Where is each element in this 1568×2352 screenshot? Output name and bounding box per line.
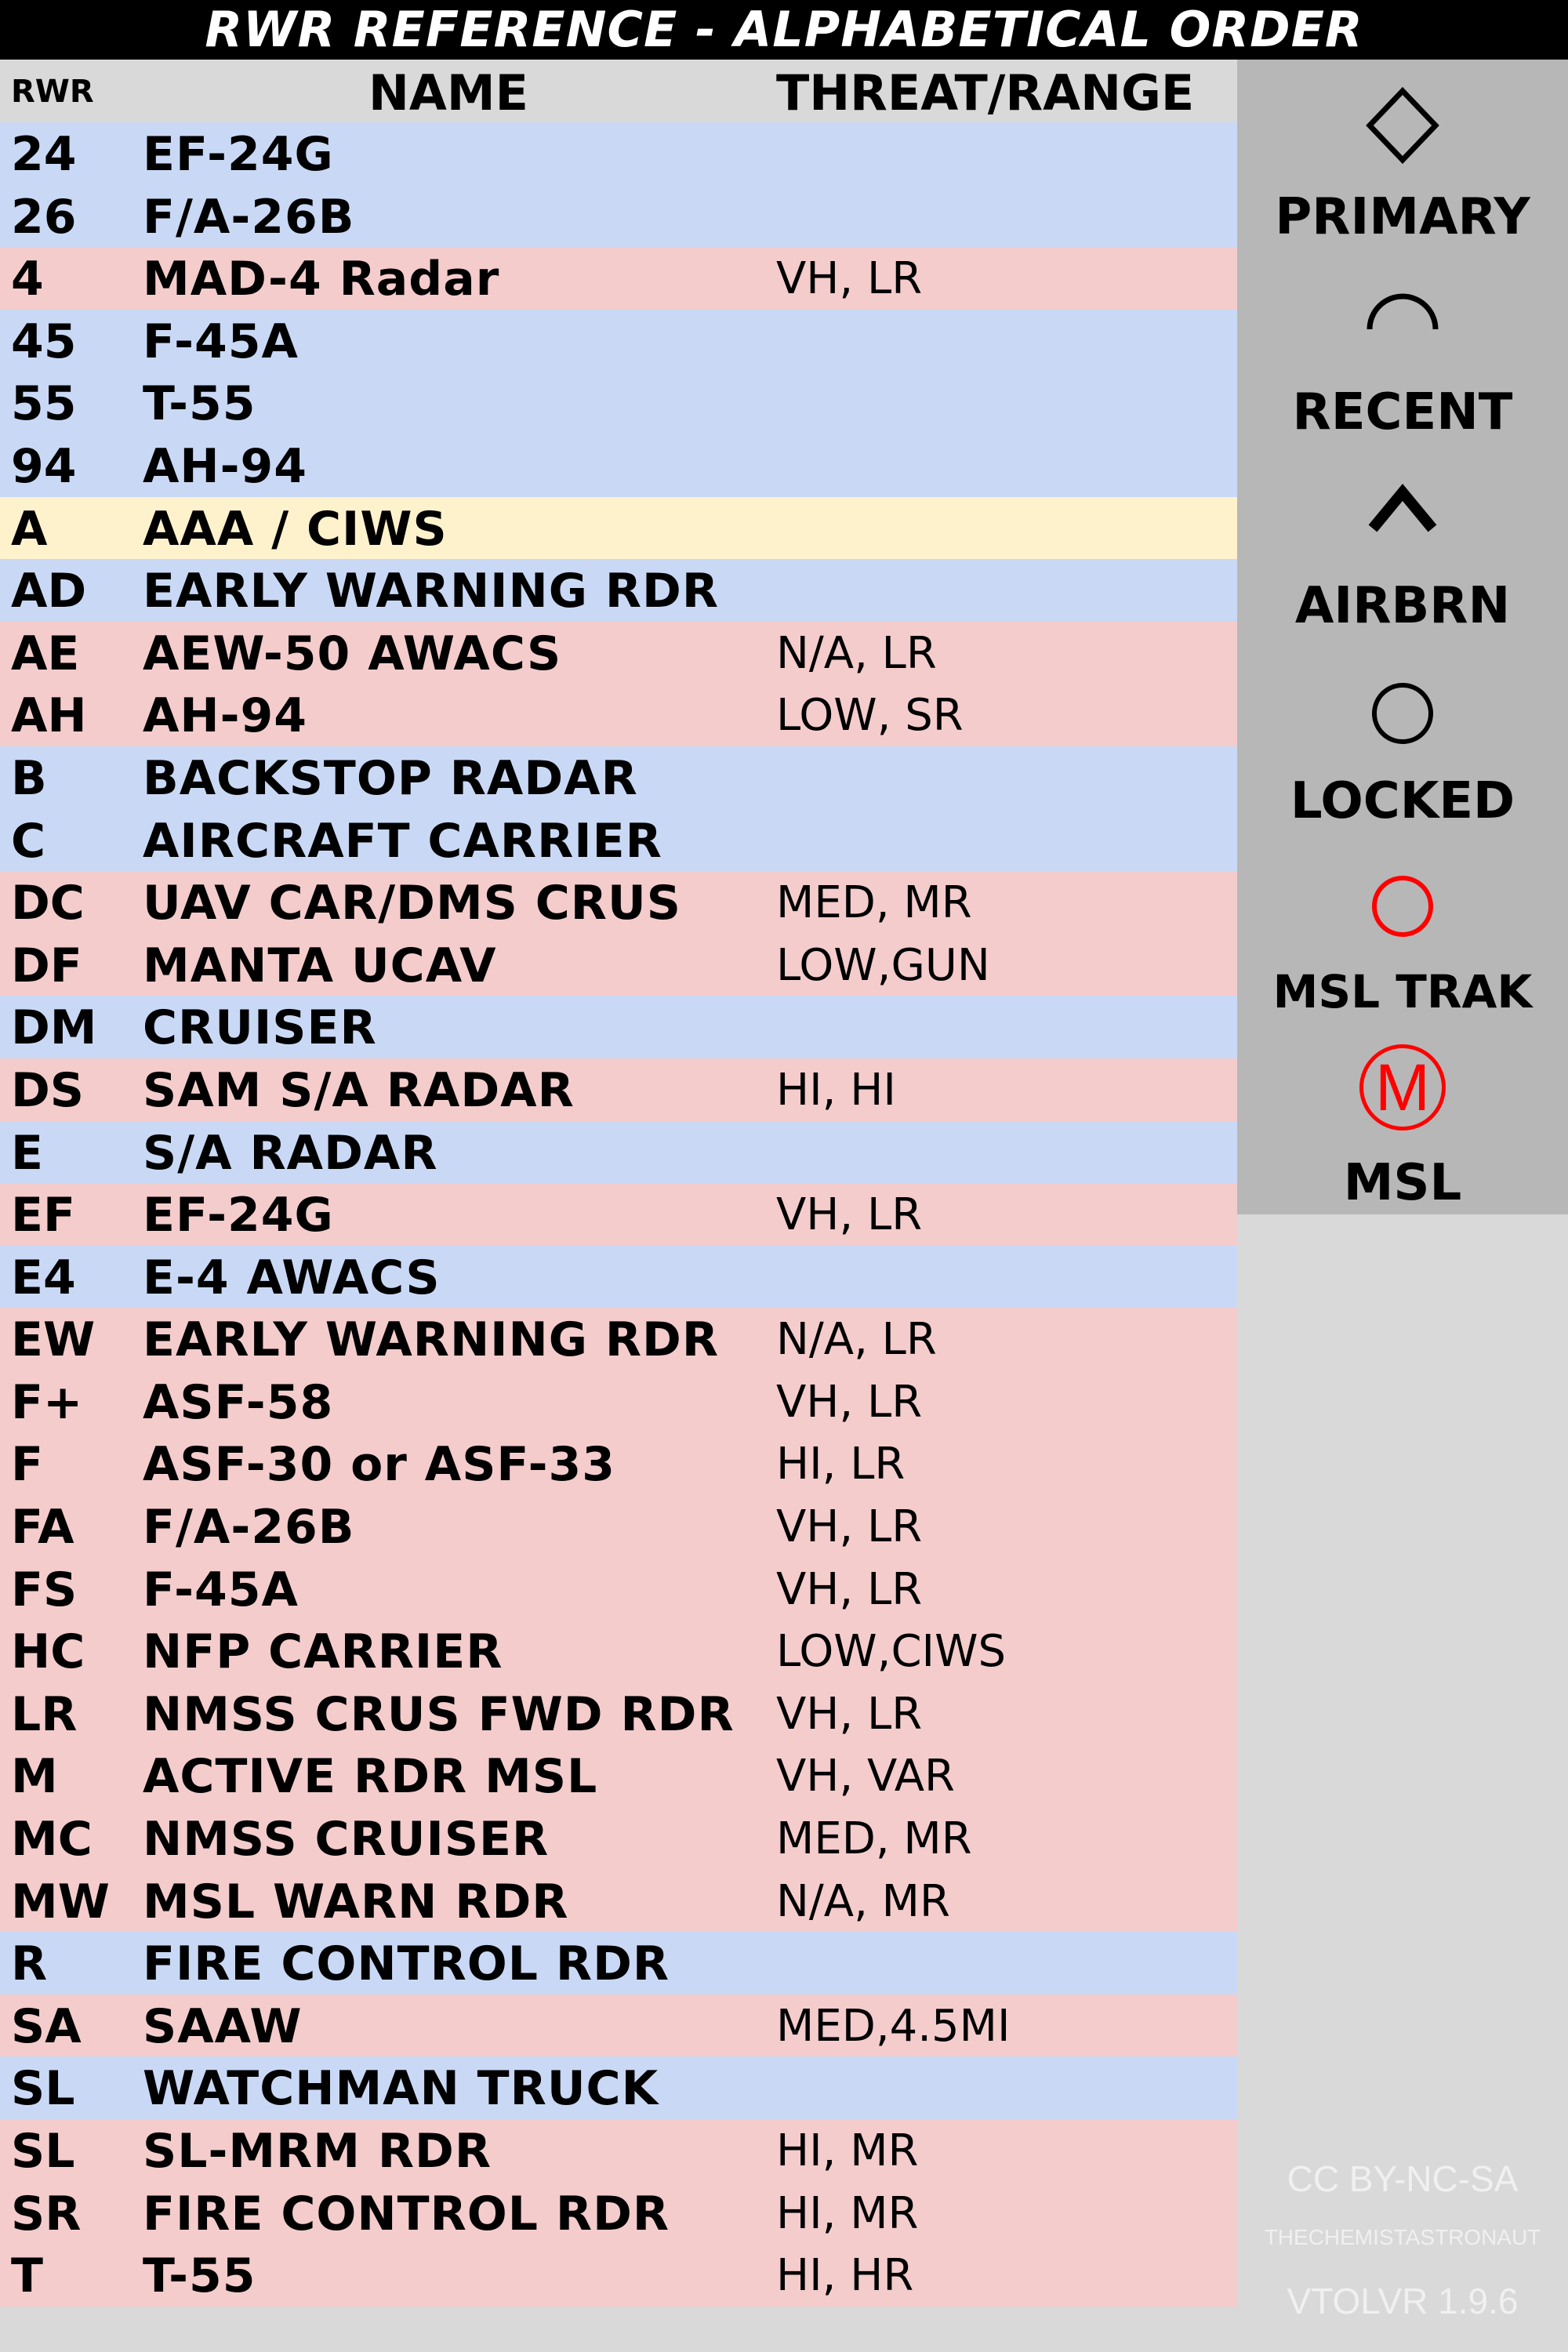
rwr-code: FS [11,1562,78,1617]
table-row [0,809,1237,872]
page-title: RWR REFERENCE - ALPHABETICAL ORDER [0,0,1568,60]
threat-name: F-45A [143,1562,299,1617]
threat-name: MANTA UCAV [143,938,497,993]
rwr-code: SL [11,2124,75,2179]
table-row [0,1994,1237,2057]
table-row [0,1807,1237,1870]
threat-range: VH, LR [776,1688,923,1740]
rwr-code: SR [11,2186,82,2241]
threat-name: SAAW [143,1998,303,2054]
table-row [0,2182,1237,2245]
threat-range: N/A, LR [776,1314,937,1366]
rwr-code: SL [11,2061,75,2117]
table-row [0,1682,1237,1745]
threat-range: VH, LR [776,1501,923,1553]
table-row [0,1495,1237,1558]
rwr-code: C [11,813,46,869]
rwr-code: F [11,1437,43,1493]
table-row [0,1246,1237,1308]
threat-name: FIRE CONTROL RDR [143,1936,670,1992]
rwr-code: EF [11,1188,75,1243]
table-row [0,372,1237,434]
arc-icon [1363,274,1442,353]
table-row [0,1558,1237,1621]
threat-range: LOW, SR [776,690,964,742]
threat-name: E-4 AWACS [143,1250,441,1305]
threat-range: VH, LR [776,1563,923,1615]
threat-range: N/A, LR [776,627,937,679]
rwr-code: B [11,750,47,806]
rwr-code: F+ [11,1374,83,1430]
threat-name: BACKSTOP RADAR [143,750,638,806]
rwr-code: MW [11,1874,110,1929]
table-header [0,60,1237,122]
threat-name: NMSS CRUS FWD RDR [143,1686,735,1742]
rwr-code: E4 [11,1250,76,1305]
threat-range: VH, VAR [776,1751,955,1802]
legend-airbrn: AIRBRN [1294,577,1511,635]
rwr-code: AE [11,626,80,681]
threat-name: EARLY WARNING RDR [143,1312,720,1368]
table-row [0,684,1237,746]
rwr-code: FA [11,1500,74,1555]
table-row [0,1308,1237,1370]
table-row [0,746,1237,809]
threat-name: AH-94 [143,688,308,744]
table-row [0,622,1237,684]
threat-range: MED, MR [776,1813,972,1865]
threat-name: MSL WARN RDR [143,1874,569,1929]
legend-msl: MSL [1343,1154,1462,1212]
threat-range: N/A, MR [776,1875,950,1927]
header-name: NAME [368,64,528,122]
threat-name: EF-24G [143,1188,334,1243]
header-threat: THREAT/RANGE [776,64,1195,122]
threat-name: NMSS CRUISER [143,1812,550,1867]
threat-range: VH, LR [776,1376,923,1428]
threat-name: AH-94 [143,438,308,494]
rwr-code: 55 [11,376,77,432]
threat-name: ASF-30 or ASF-33 [143,1437,615,1493]
rwr-code: 94 [11,438,77,494]
threat-name: F-45A [143,314,299,369]
threat-range: LOW,GUN [776,939,990,991]
threat-name: F/A-26B [143,189,355,245]
threat-name: FIRE CONTROL RDR [143,2186,670,2241]
threat-name: S/A RADAR [143,1125,438,1181]
missile-icon: M [1359,1044,1446,1131]
threat-name: ASF-58 [143,1374,334,1430]
threat-name: EF-24G [143,127,334,182]
table-row [0,871,1237,934]
threat-name: AAA / CIWS [143,501,448,557]
threat-range: MED, MR [776,877,972,929]
table-row [0,1121,1237,1184]
threat-range: HI, HI [776,1064,896,1116]
rwr-code: R [11,1936,48,1992]
threat-range: MED,4.5MI [776,2000,1011,2052]
table-row [0,1432,1237,1495]
rwr-code: 26 [11,189,77,245]
table-row [0,1183,1237,1246]
rwr-code: HC [11,1624,85,1680]
table-row [0,434,1237,497]
table-row [0,247,1237,310]
threat-name: ACTIVE RDR MSL [143,1749,598,1805]
diamond-icon [1363,86,1442,165]
table-row [0,1870,1237,1933]
legend-recent: RECENT [1292,383,1513,441]
threat-name: WATCHMAN TRUCK [143,2061,659,2117]
threat-name: UAV CAR/DMS CRUS [143,876,681,931]
version-text: VTOLVR 1.9.6 [1287,2281,1519,2321]
table-row [0,2056,1237,2119]
rwr-code: DC [11,876,85,931]
license-text: CC BY-NC-SA [1287,2158,1519,2199]
threat-name: SAM S/A RADAR [143,1062,575,1118]
rwr-code: AH [11,688,87,744]
threat-name: AIRCRAFT CARRIER [143,813,662,869]
legend-panel [1237,60,1568,1214]
rwr-code: E [11,1125,43,1181]
threat-range: VH, LR [776,253,923,305]
circle-icon [1363,674,1442,753]
table-row [0,559,1237,622]
header-rwr: RWR [11,74,94,110]
table-row [0,2244,1237,2307]
threat-range: VH, LR [776,1189,923,1241]
rwr-code: DF [11,938,82,993]
table-row [0,310,1237,372]
table-row [0,122,1237,185]
rwr-code: EW [11,1312,96,1368]
rwr-table [0,60,1237,2307]
table-row [0,1058,1237,1121]
threat-name: CRUISER [143,1000,377,1056]
legend-locked: LOCKED [1290,772,1515,830]
rwr-code: A [11,501,48,557]
threat-name: NFP CARRIER [143,1624,503,1680]
table-row [0,1620,1237,1682]
table-body [0,122,1237,2307]
threat-name: MAD-4 Radar [143,252,500,307]
rwr-code: DS [11,1062,85,1118]
rwr-code: 24 [11,127,77,182]
threat-name: SL-MRM RDR [143,2124,492,2179]
table-row [0,185,1237,248]
table-row [0,934,1237,996]
table-row [0,497,1237,560]
legend-msl-trak: MSL TRAK [1272,965,1533,1018]
rwr-code: T [11,2249,43,2304]
caret-icon [1363,467,1442,546]
rwr-code: SA [11,1998,82,2054]
rwr-code: DM [11,1000,97,1056]
threat-range: HI, HR [776,2250,914,2302]
legend-primary: PRIMARY [1275,188,1530,246]
threat-name: T-55 [143,2249,256,2304]
rwr-code: MC [11,1812,93,1867]
threat-range: HI, MR [776,2125,919,2176]
rwr-code: AD [11,564,87,619]
table-row [0,2119,1237,2182]
rwr-code: M [11,1749,58,1805]
table-row [0,1932,1237,1994]
rwr-code: 45 [11,314,77,369]
rwr-code: LR [11,1686,78,1742]
threat-name: F/A-26B [143,1500,355,1555]
red-circle-icon [1363,867,1442,946]
threat-name: EARLY WARNING RDR [143,564,720,619]
threat-range: LOW,CIWS [776,1626,1006,1678]
threat-range: HI, LR [776,1439,906,1490]
table-row [0,996,1237,1058]
table-row [0,1370,1237,1433]
threat-name: T-55 [143,376,256,432]
threat-name: AEW-50 AWACS [143,626,562,681]
rwr-code: 4 [11,252,44,307]
table-row [0,1744,1237,1807]
author-text: THECHEMISTASTRONAUT [1264,2225,1541,2249]
threat-range: HI, MR [776,2187,919,2239]
